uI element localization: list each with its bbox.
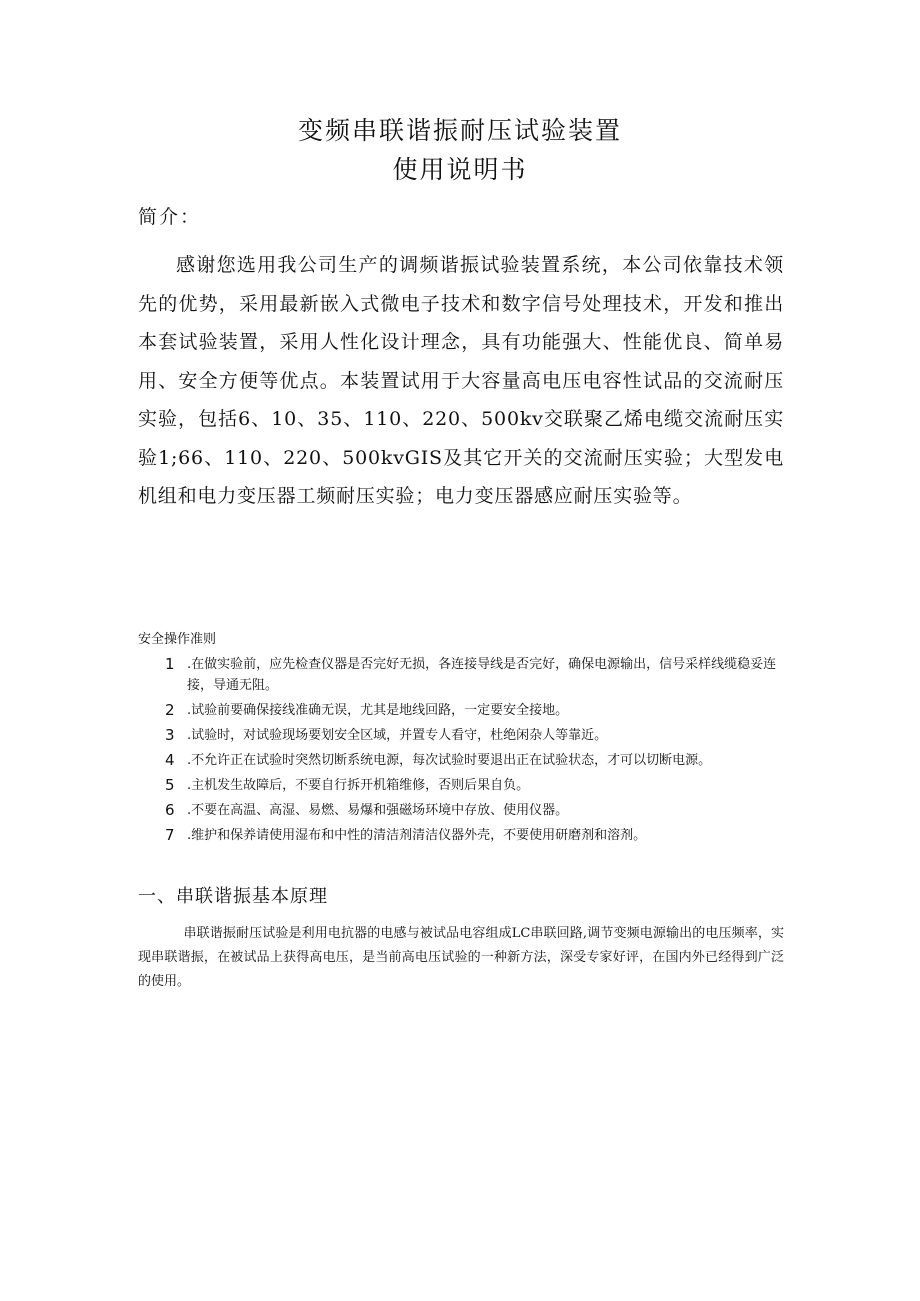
safety-rule-item — [165, 775, 785, 796]
rule-text: .维护和保养请使用湿布和中性的清洁剂清洁仪器外壳，不要使用研磨剂和溶剂。 — [187, 828, 647, 843]
rule-text: .不允许正在试验时突然切断系统电源，每次试验时要退出正在试验状态，才可以切断电源。 — [187, 753, 712, 768]
document-subtitle: 使用说明书 — [392, 155, 528, 184]
rule-number: 2 — [165, 701, 175, 719]
section-heading: 一、串联谐振基本原理 — [138, 886, 328, 907]
rule-text: .试验时，对试验现场要划安全区域，并置专人看守，杜绝闲杂人等靠近。 — [187, 728, 608, 743]
rule-text: .不要在高温、高湿、易燃、易爆和强磁场环境中存放、使用仪器。 — [187, 803, 569, 818]
safety-rule-item — [165, 825, 785, 846]
intro-paragraph: 感谢您选用我公司生产的调频谐振试验装置系统，本公司依靠技术领先的优势，采用最新嵌入式微电子技术和数字信号处理技术，开发和推出本套试验装置，采用人性化设计理念，具有功能强大、性能优良、简单易用、安全方便等优点。本装置试用于大容量高电压电容性试品的交流耐压实验，包括6、10、35、110、220、500kv交联聚乙烯电缆交流耐压实验1;66、110、220、500kvGIS及其它开关的交流耐压实验；大型发电机组和电力变压器工频耐压实验；电力变压器感应耐压实验等。 — [138, 254, 784, 507]
safety-rules-list — [165, 654, 785, 850]
rule-text: .试验前要确保接线准确无误，尤其是地线回路，一定要安全接地。 — [187, 703, 569, 718]
rule-number: 4 — [165, 751, 175, 769]
document-title: 变频串联谐振耐压试验装置 — [297, 116, 622, 145]
intro-label: 简介： — [138, 206, 202, 228]
safety-section-title: 安全操作准则 — [138, 632, 217, 647]
section-paragraph: 串联谐振耐压试验是利用电抗器的电感与被试品电容组成LC串联回路,调节变频电源输出的电压频率，实现串联谐振，在被试品上获得高电压，是当前高电压试验的一种新方法，深受专家好评，在国内外已经得到广泛的使用。 — [138, 926, 784, 989]
rule-text: .主机发生故障后，不要自行拆开机箱维修，否则后果自负。 — [187, 778, 530, 793]
rule-number: 6 — [165, 801, 175, 819]
rule-number: 7 — [165, 826, 175, 844]
rule-number: 3 — [165, 726, 175, 744]
rule-number: 1 — [165, 655, 175, 673]
safety-rule-item — [165, 654, 785, 696]
safety-rule-item — [165, 700, 785, 721]
safety-rule-item — [165, 750, 785, 771]
rule-number: 5 — [165, 776, 175, 794]
safety-rule-item — [165, 725, 785, 746]
safety-rule-item — [165, 800, 785, 821]
rule-text: .在做实验前，应先检查仪器是否完好无损，各连接导线是否完好，确保电源输出，信号采样线缆稳妥连接，导通无阻。 — [187, 657, 777, 693]
